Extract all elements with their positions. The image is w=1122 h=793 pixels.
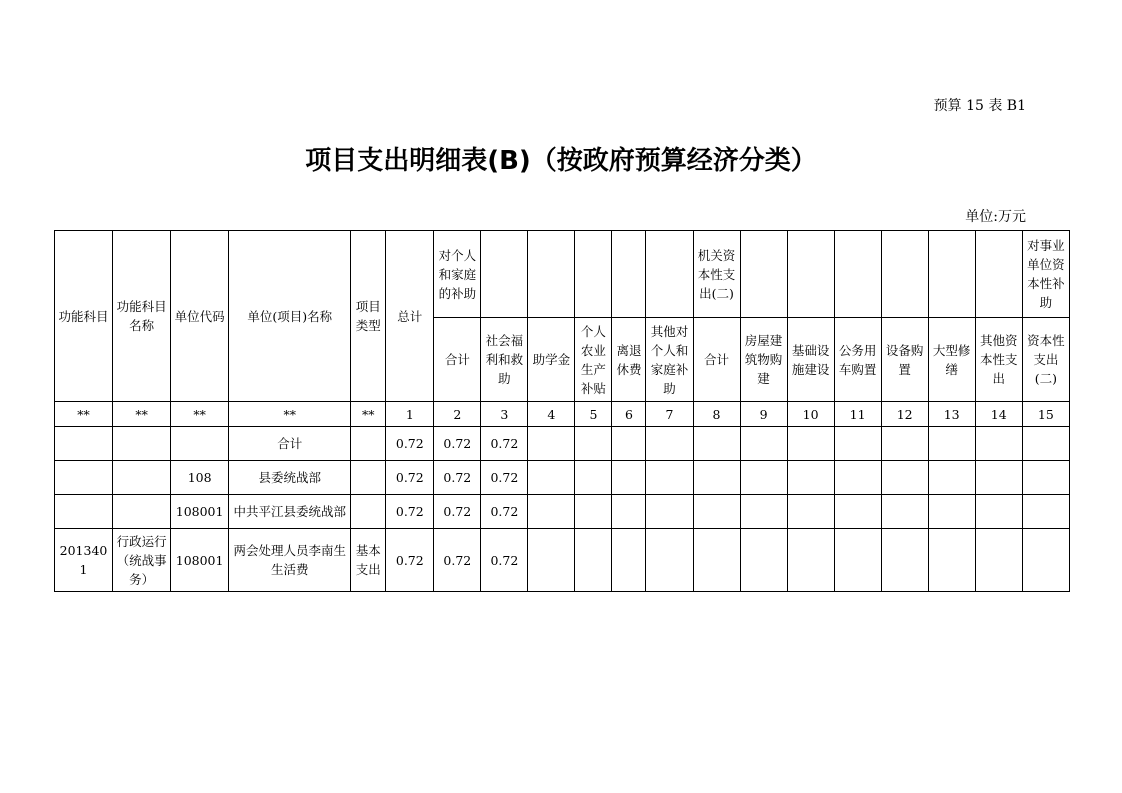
cell-col-3: 0.72 — [481, 427, 528, 461]
cell-func-code — [55, 461, 113, 495]
cell-empty — [528, 461, 575, 495]
cell-empty — [787, 461, 834, 495]
cell-empty — [975, 495, 1022, 529]
header-col-4: 助学金 — [528, 318, 575, 402]
cell-col-2: 0.72 — [434, 529, 481, 592]
table-row — [55, 427, 1070, 461]
index-cell: ** — [171, 402, 229, 427]
cell-empty — [575, 529, 612, 592]
header-blank — [975, 231, 1022, 318]
index-cell: 6 — [612, 402, 646, 427]
index-cell: 14 — [975, 402, 1022, 427]
cell-col-2: 0.72 — [434, 427, 481, 461]
cell-total: 0.72 — [386, 461, 434, 495]
cell-empty — [787, 427, 834, 461]
cell-col-3: 0.72 — [481, 529, 528, 592]
cell-func-name: 行政运行（统战事务） — [113, 529, 171, 592]
header-blank — [528, 231, 575, 318]
header-col-13: 大型修缮 — [928, 318, 975, 402]
header-blank — [575, 231, 612, 318]
header-col-8: 合计 — [693, 318, 740, 402]
header-group-personal: 对个人和家庭的补助 — [434, 231, 481, 318]
index-cell: 10 — [787, 402, 834, 427]
cell-func-code — [55, 495, 113, 529]
index-cell: 3 — [481, 402, 528, 427]
table-row — [55, 529, 1070, 592]
cell-empty — [646, 427, 693, 461]
form-code: 预算 15 表 B1 — [933, 98, 1026, 114]
cell-empty — [612, 427, 646, 461]
unit-label: 单位:万元 — [965, 209, 1026, 225]
index-cell: ** — [351, 402, 386, 427]
index-cell: ** — [113, 402, 171, 427]
header-row-1 — [55, 231, 1070, 318]
cell-empty — [881, 495, 928, 529]
header-col-2: 合计 — [434, 318, 481, 402]
header-col-5: 个人农业生产补贴 — [575, 318, 612, 402]
cell-project-type — [351, 495, 386, 529]
cell-empty — [740, 495, 787, 529]
cell-empty — [693, 495, 740, 529]
header-blank — [834, 231, 881, 318]
header-col-7: 其他对个人和家庭补助 — [646, 318, 693, 402]
cell-unit-code: 108001 — [171, 529, 229, 592]
cell-empty — [834, 529, 881, 592]
cell-func-name — [113, 495, 171, 529]
index-cell: 11 — [834, 402, 881, 427]
cell-empty — [740, 461, 787, 495]
header-blank — [612, 231, 646, 318]
cell-empty — [1022, 461, 1069, 495]
cell-project-type: 基本支出 — [351, 529, 386, 592]
cell-empty — [881, 427, 928, 461]
header-unit-code: 单位代码 — [171, 231, 229, 402]
header-col-11: 公务用车购置 — [834, 318, 881, 402]
cell-func-name — [113, 427, 171, 461]
cell-empty — [928, 461, 975, 495]
cell-col-3: 0.72 — [481, 495, 528, 529]
cell-empty — [928, 495, 975, 529]
header-blank — [928, 231, 975, 318]
cell-unit-name: 合计 — [229, 427, 351, 461]
header-col-3: 社会福利和救助 — [481, 318, 528, 402]
header-blank — [481, 231, 528, 318]
cell-empty — [575, 427, 612, 461]
header-group-org-capital: 机关资本性支出(二) — [693, 231, 740, 318]
index-cell: 15 — [1022, 402, 1069, 427]
header-unit-name: 单位(项目)名称 — [229, 231, 351, 402]
cell-empty — [528, 529, 575, 592]
expenditure-table — [54, 230, 1070, 592]
cell-col-2: 0.72 — [434, 461, 481, 495]
cell-empty — [693, 461, 740, 495]
index-cell: 1 — [386, 402, 434, 427]
header-col-14: 其他资本性支出 — [975, 318, 1022, 402]
header-col-15: 资本性支出(二) — [1022, 318, 1069, 402]
index-cell: 13 — [928, 402, 975, 427]
cell-total: 0.72 — [386, 427, 434, 461]
cell-empty — [1022, 495, 1069, 529]
cell-empty — [740, 529, 787, 592]
cell-empty — [975, 461, 1022, 495]
header-blank — [646, 231, 693, 318]
cell-empty — [834, 461, 881, 495]
header-func-code: 功能科目 — [55, 231, 113, 402]
cell-unit-name: 中共平江县委统战部 — [229, 495, 351, 529]
header-col-10: 基础设施建设 — [787, 318, 834, 402]
cell-empty — [834, 427, 881, 461]
index-cell: 2 — [434, 402, 481, 427]
cell-unit-code: 108001 — [171, 495, 229, 529]
cell-empty — [528, 495, 575, 529]
header-project-type: 项目类型 — [351, 231, 386, 402]
cell-empty — [575, 461, 612, 495]
header-col-6: 离退休费 — [612, 318, 646, 402]
index-cell: 12 — [881, 402, 928, 427]
cell-empty — [834, 495, 881, 529]
cell-empty — [975, 427, 1022, 461]
cell-empty — [1022, 529, 1069, 592]
cell-unit-name: 两会处理人员李南生生活费 — [229, 529, 351, 592]
cell-unit-code — [171, 427, 229, 461]
cell-empty — [787, 529, 834, 592]
cell-unit-code: 108 — [171, 461, 229, 495]
cell-empty — [740, 427, 787, 461]
cell-empty — [928, 529, 975, 592]
header-blank — [881, 231, 928, 318]
cell-empty — [693, 529, 740, 592]
cell-empty — [693, 427, 740, 461]
cell-empty — [787, 495, 834, 529]
cell-empty — [646, 495, 693, 529]
cell-empty — [612, 461, 646, 495]
cell-empty — [612, 529, 646, 592]
header-blank — [740, 231, 787, 318]
cell-total: 0.72 — [386, 529, 434, 592]
index-row — [55, 402, 1070, 427]
cell-empty — [975, 529, 1022, 592]
cell-func-name — [113, 461, 171, 495]
header-total: 总计 — [386, 231, 434, 402]
cell-empty — [1022, 427, 1069, 461]
cell-col-2: 0.72 — [434, 495, 481, 529]
header-col-9: 房屋建筑物购建 — [740, 318, 787, 402]
cell-empty — [881, 461, 928, 495]
index-cell: 7 — [646, 402, 693, 427]
index-cell: ** — [229, 402, 351, 427]
cell-empty — [575, 495, 612, 529]
index-cell: ** — [55, 402, 113, 427]
cell-project-type — [351, 427, 386, 461]
cell-empty — [646, 461, 693, 495]
header-col-12: 设备购置 — [881, 318, 928, 402]
table-row — [55, 461, 1070, 495]
cell-empty — [612, 495, 646, 529]
cell-empty — [881, 529, 928, 592]
cell-empty — [928, 427, 975, 461]
index-cell: 5 — [575, 402, 612, 427]
header-blank — [787, 231, 834, 318]
index-cell: 9 — [740, 402, 787, 427]
cell-func-code: 2013401 — [55, 529, 113, 592]
header-func-name: 功能科目名称 — [113, 231, 171, 402]
index-cell: 8 — [693, 402, 740, 427]
table-row — [55, 495, 1070, 529]
header-group-inst-capital: 对事业单位资本性补助 — [1022, 231, 1069, 318]
cell-project-type — [351, 461, 386, 495]
page-title: 项目支出明细表(B)（按政府预算经济分类） — [305, 146, 817, 176]
index-cell: 4 — [528, 402, 575, 427]
cell-empty — [646, 529, 693, 592]
cell-total: 0.72 — [386, 495, 434, 529]
cell-unit-name: 县委统战部 — [229, 461, 351, 495]
cell-col-3: 0.72 — [481, 461, 528, 495]
cell-empty — [528, 427, 575, 461]
cell-func-code — [55, 427, 113, 461]
